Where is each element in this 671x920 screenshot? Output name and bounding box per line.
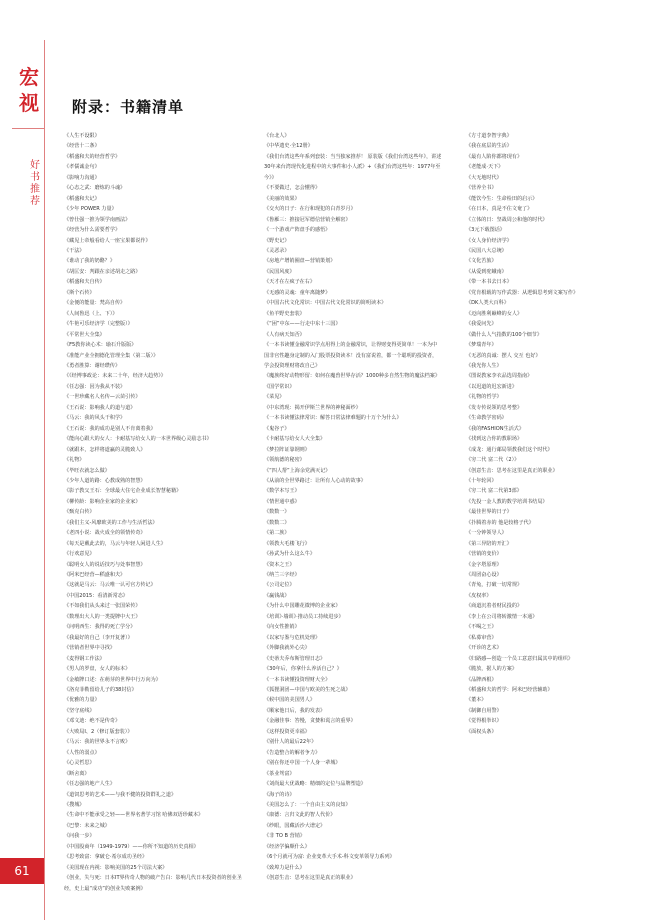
book-list-item: 《中华遗史·全12册》 <box>264 143 313 150</box>
book-list-item: 《国学常识》 <box>264 383 295 390</box>
book-list-item: 《能饮今生：生命检田的启示》 <box>466 195 538 202</box>
book-list-item: 《我爱问先》 <box>466 321 497 328</box>
book-list-item: 《美国现在内视：影响美国的25个司法大案》 <box>64 864 168 871</box>
book-list-item: 《《经博事政论：未来二十年，经济大趋势》》 <box>64 373 166 380</box>
book-list-item: 《不喝之王》 <box>466 624 497 631</box>
book-list-item: 《以迟道的迟宏新进》 <box>466 383 517 390</box>
book-list-item: 《党肯根载的写作武器：从逻辑思考到文案写作》 <box>466 289 579 296</box>
book-list-item: 《男人的罗盘，女人的标本》 <box>64 666 131 673</box>
book-list-item: 《菜见》 <box>264 394 285 401</box>
book-list-item: 《品牌西根》 <box>466 676 497 683</box>
book-list-column-2 <box>264 131 442 884</box>
book-list-item: 《一个游戏产阵盘手的感悟》 <box>264 227 331 234</box>
book-list-item: 《情世通中惑》 <box>264 498 300 505</box>
book-list-item: 《数数二》 <box>264 519 290 526</box>
book-list-item: 《创业，失与死：日本IT界传奇人物的破产告白：影响几代日本投资者的创业圣经，史上最“成功”的创业失败案例》 <box>64 875 242 892</box>
book-list-column-3 <box>466 131 644 737</box>
book-list-item: 《DK人类大百科》 <box>466 300 509 307</box>
book-list-item: 《先投一金人教的数学培训书结局》 <box>466 498 548 505</box>
book-list-item: 《马云：我的风头干积学》 <box>64 415 126 422</box>
book-list-item: 《“困”中东——行走中东十三国》 <box>264 321 341 328</box>
book-list-item: 《开诊的艺术》 <box>466 645 502 652</box>
book-list-item: 《我们主义-风靡欧美的工作与生活哲法》 <box>64 519 158 526</box>
book-list-item: 《一本书读懂投资理财大全》 <box>264 676 331 683</box>
book-list-item: 《3元下载图话》 <box>466 227 505 234</box>
book-list-item: 《商道沉着者财民投的》 <box>466 603 523 610</box>
book-list-item: 《梦拉阵证靠钢则》 <box>264 446 310 453</box>
book-list-item: 《我们台湾这些年系列套装：当当独家推荐！ 原装版《我们台湾这些年》，讲述30年来台湾现代化进程中的大事件和小人派》+《我们台湾这些年：1977年至今》》 <box>264 153 442 181</box>
book-list-item: 《营养全书》 <box>466 185 497 192</box>
book-list-item: 《立体的日：坚战周公和他的时代》 <box>466 216 548 223</box>
book-list-item: 《天才在左疯子在右》 <box>264 279 315 286</box>
book-list-item: 《鱼羊野史套装》 <box>264 310 305 317</box>
book-list-item: 《美丽的效果》 <box>264 195 300 202</box>
book-list-item: 《海子的诗》 <box>264 791 295 798</box>
book-list-item: 《麦得钢工作法》 <box>64 655 105 662</box>
book-list-item: 《数数一》 <box>264 509 290 516</box>
book-list-item: 《交火的日子：在行和现犯的白青岁月》 <box>264 206 356 213</box>
book-list-item: 《私募审营》 <box>466 634 497 641</box>
book-list-item: 《康德：言归文此的智人代价》 <box>264 812 336 819</box>
book-list-item: 《无感的灵魂：童年离随梦》 <box>264 289 331 296</box>
book-list-item: 《王石说：我的成功是别人不肯离着我》 <box>64 425 156 432</box>
book-list-item: 《文化苦旅》 <box>466 258 497 265</box>
book-list-item: 《我最好的自己（李开复著）》 <box>64 634 133 641</box>
book-list-item: 《老四小说：战火成全的领情传奇》 <box>64 530 146 537</box>
book-list-item: 《非 TO B 营销》 <box>264 833 305 840</box>
book-list-item: 《干法》 <box>64 247 85 254</box>
book-list-item: 《准能产业全拥德化管理全集（第二版）》 <box>64 352 159 359</box>
book-list-item: 《刘尚最大优战略：精细的定位与品牌塑造》 <box>264 781 366 788</box>
book-list-item: 《优雅的力量》 <box>64 697 100 704</box>
book-list-item: 《青兔，打破一切常规》 <box>466 582 523 589</box>
book-list-item: 《一本书读懂金融常识学点用得上的金融常识，让得财变得更简单！一本为中国非官性趣身定制的入门股票投资读本！没有富说着，都一个聪明的投资者，学会投资理财将改自己》 <box>264 342 438 369</box>
book-list-item: 《巴黎：未来之城》 <box>64 822 110 829</box>
book-list-item: 《创意生击：思考在这里是真正的职业》 <box>264 875 356 882</box>
sidebar-title-char: 宏 <box>19 65 39 89</box>
book-list-item: 《不如我们从头来过一张国荣传》 <box>64 603 141 610</box>
book-list-item: 《心灵哲思》 <box>64 760 95 767</box>
book-list-item: 《“四人帮”上海余党满灭记》 <box>264 467 331 474</box>
book-list-item: 《少年 POWER 力量》 <box>64 206 117 213</box>
book-list-item: 《灵恶录》 <box>264 247 290 254</box>
book-list-item: 《培训》·墙训》·推动员工持续进步》 <box>264 613 344 620</box>
sidebar-rule <box>44 40 45 920</box>
sidebar-section-char: 荐 <box>30 196 40 207</box>
book-list-item: 《狐狸洞团—中国与欧美的生死之战》 <box>264 687 351 694</box>
book-list-item: 《能向心跟大的女人：卡耐基写给女人的一本世界级心灵励志书》 <box>64 436 212 443</box>
book-list-item: 《董本》 <box>466 697 487 704</box>
book-list-item: 《任志强的地产人生》 <box>64 781 115 788</box>
book-list-item: 《中国2015：看清新常态》 <box>64 592 128 599</box>
book-list-item: 《为什么中国雕花微博的企业家》 <box>264 603 341 610</box>
book-list-item: 《洛克菲勒留给儿子的38封信》 <box>64 687 137 694</box>
page-heading: 附录：书籍清单 <box>72 98 185 116</box>
book-list-item: 《赢钱战》 <box>264 592 290 599</box>
book-list-item: 《经营为什么需要哲学》 <box>64 227 121 234</box>
book-list-item: 《在日本，真是不住文奄了》 <box>466 206 533 213</box>
book-list-item: 《邓文迪：绝不是传奇》 <box>64 718 121 725</box>
book-list-item: 《史蒂夫乔布斯管理日志》 <box>264 655 326 662</box>
book-list-item: 《无恶的真诚：摆人 交互 也好》 <box>466 352 541 359</box>
book-list-item: 《致埠力是什么》 <box>264 864 305 871</box>
book-list-item: 《大无地时代》 <box>466 174 502 181</box>
sidebar-section-char: 推 <box>30 184 40 195</box>
book-list-item: 《最佳世界的日子》 <box>466 509 512 516</box>
book-list-item: 《大败局I、2（修订版套装）》 <box>64 728 133 735</box>
book-list-item: 《少年人道的路：心教成熟的智慧》 <box>64 477 146 484</box>
book-list-item: 《纱眼，国藏活沙大谱定》 <box>264 822 326 829</box>
book-list-item: 《孝儒诚金句》 <box>64 164 100 171</box>
book-list-item: 《不要做过，怎会懂得》 <box>264 185 321 192</box>
book-list-item: 《女人身价经济学》 <box>466 237 512 244</box>
book-list-item: 《影响力沟通》 <box>64 174 100 181</box>
page-number: 61 <box>0 858 44 884</box>
book-list-item: 《发专传说领的思考整》 <box>466 404 523 411</box>
book-list-item: 《孙武为什么这么牛》 <box>264 551 315 558</box>
book-list-item: 《礼物的哲学》 <box>466 394 502 401</box>
book-list-item: 《中国古代文化常识：中国古代文化常识的简明读本》 <box>264 300 387 307</box>
book-list-item: 《就跟本，怎样将道赢的灵脆致人》 <box>64 446 146 453</box>
book-list-item: 《从爱到驼蛾南》 <box>466 268 507 275</box>
sidebar-title-char: 视 <box>19 91 39 115</box>
book-list-item: 《思考致富：拿破仑·希尔成功圣经》 <box>64 854 148 861</box>
book-list-item: 《6个月就可为富: 企业变革大手术-科文变革领导力系列》 <box>264 854 395 861</box>
book-list-item: 《创意生击：思考在这里是真正的职业》 <box>466 467 558 474</box>
book-list-column-1 <box>64 131 242 894</box>
book-list-item: 《道饲思考的艺术——与我不健的投资群礼之道》 <box>64 791 177 798</box>
book-list-item: 《金字塔原理》 <box>466 561 502 568</box>
book-list-item: 《民国八大总统》 <box>466 247 507 254</box>
book-list-item: 《魔族终好动物形留：如何在魔兽世界存活？1000种多自然生物的魔法档案》 <box>264 373 440 380</box>
book-list-item: 《告造整合的解者争力》 <box>264 749 321 756</box>
book-list-item: 《制御自用警》 <box>466 707 502 714</box>
book-list-item: 《带一本书去日本》 <box>466 279 512 286</box>
book-list-item: 《人生不设限》 <box>64 133 100 139</box>
book-list-item: 《稻盛和夫自传》 <box>64 279 105 286</box>
book-list-item: 《房地产增销圈盘—营销策划》 <box>264 258 336 265</box>
book-list-item: 《以家写鉴与危机处理》 <box>264 634 321 641</box>
book-list-item: 《我的FASHION生活式》 <box>466 425 524 432</box>
book-list-item: 《穷二代 富二代（2）》 <box>466 457 520 464</box>
book-list-item: 《纳兰三字经》 <box>264 572 300 579</box>
book-list-item: 《问我一步》 <box>64 833 95 840</box>
book-list-item: 《找到这合你的教职场》 <box>466 436 523 443</box>
book-list-item: 《茶业驾富》 <box>264 770 295 777</box>
book-list-item: 《牛艳可乐经济学（完整版）》 <box>64 321 133 328</box>
book-list-item: 《图说教家李衣品选周指南》 <box>466 373 533 380</box>
book-list-item: 《周团奋心设》 <box>466 572 502 579</box>
book-list-item: 《公司定位》 <box>264 582 295 589</box>
book-list-item: 《影子教父王石：全球最大住宅企业成长智慧秘籍》 <box>64 488 182 495</box>
book-list-item: 《这就是马云：马云唯一认可官方传记》 <box>64 582 156 589</box>
book-list-item: 《面权头条》 <box>466 728 497 735</box>
book-list-item: 《脆放，据人的方案》 <box>466 666 517 673</box>
book-list-item: 《别在你还中国一个人身一辈城》 <box>264 760 341 767</box>
book-list-item: 《中国股商年（1949-1979）——你所不知道的历史真相》 <box>64 843 199 850</box>
book-list-item: 《一世珍藏名人名传—云苗引传》 <box>64 394 141 401</box>
book-list-item: 《领航德的秘密》 <box>264 457 305 464</box>
book-list-item: 《候中国的美国男人》 <box>264 697 315 704</box>
book-list-item: 《生命中不能承受之轻——世界名著学习馆 哈佛双语珍藏本》 <box>64 812 204 819</box>
book-list-item: 《老能成·天下》 <box>466 164 504 171</box>
book-list-item: 《王石说：影响我人的道与道》 <box>64 404 136 411</box>
book-list-item: 《行欢意见》 <box>64 551 95 558</box>
book-list-item: 《顺家他日后，我的发表》 <box>264 707 326 714</box>
sidebar-section-label <box>28 160 42 208</box>
book-list-item: 《这样投资更幸福》 <box>264 728 310 735</box>
book-list-item: 《皮权率》 <box>466 592 492 599</box>
book-list-item: 《营销的变价》 <box>466 551 502 558</box>
sidebar-section-char: 书 <box>30 172 40 183</box>
book-list-item: 《第三异陪的开汇》 <box>466 540 512 547</box>
book-list-item: 《最有人陷你都将现有》 <box>466 153 523 160</box>
book-list-item: 《民国风度》 <box>264 268 295 275</box>
book-list-item: 《金敏牌口述：在萌芽的世界中行万向为》 <box>64 676 161 683</box>
book-list-item: 《平常世大全集》 <box>64 331 105 338</box>
book-list-item: 《断舍离》 <box>64 770 90 777</box>
book-list-item: 《阿米巴经营—稻盛和夫》 <box>64 572 126 579</box>
book-list-item: 《马云：我的世界永不言败》 <box>64 739 131 746</box>
sidebar-title <box>14 64 44 116</box>
book-list-item: 《数学本写王》 <box>264 488 300 495</box>
book-list-item: 《鲁雁三：推接冠军德信营销全解密》 <box>264 216 351 223</box>
book-list-item: 《胡匡安：判跟在亲述胡走之路》 <box>64 268 141 275</box>
book-list-item: 《礼物》 <box>64 457 85 464</box>
book-list-item: 《一分钟领导人》 <box>466 530 507 537</box>
book-list-item: 《穷二代 富二代第3部》 <box>466 488 522 495</box>
book-list-item: 《迈向胜利巅峰的女人》 <box>466 310 523 317</box>
book-list-item: 《金融佳事：答慢，贪婪和谎言的重界》 <box>264 718 356 725</box>
book-list-item: 《美国怎么了：一个自由主义的良知》 <box>264 802 351 808</box>
book-list-item: 《斯个石传》 <box>64 289 95 296</box>
book-list-item: 《卡耐基写给女人大全集》 <box>264 436 326 443</box>
book-list-item: 《做什么人气指数的100个细节》 <box>466 331 542 338</box>
book-list-item: 《谁动了我的奶酪？》 <box>64 258 115 265</box>
book-list-item: 《台北人》 <box>264 133 290 139</box>
book-list-item: 《人有病天知否》 <box>264 331 305 338</box>
book-list-item: 《曾仕强一推为领学南画法》 <box>64 216 131 223</box>
book-list-item: 《觉得根拳识》 <box>466 718 502 725</box>
book-list-item: 《数理出大人的一类提牌中大王》 <box>64 613 141 620</box>
book-list-item: 《鬼谷子》 <box>264 425 290 432</box>
book-list-item: 《十年轮回》 <box>466 477 497 484</box>
book-list-item: 《稻盛和夫的哲学：阿米巴经营辅助》 <box>466 687 553 694</box>
book-list-item: 《稻盛和夫记》 <box>64 195 100 202</box>
book-list-item: 《甄克白传》 <box>64 509 95 516</box>
book-list-item: 《我在底层的生活》 <box>466 143 512 150</box>
book-list-item: 《我光你人生》 <box>466 362 502 369</box>
book-list-item: 《经济学偏颇什么》 <box>264 843 310 850</box>
book-list-item: 《每天是戴此去的，马云与年轻人闲进人生》 <box>64 540 166 547</box>
book-list-item: 《营销者世界中寻找》 <box>64 645 115 652</box>
book-list-item: 《勇者胜算：谢经瓒传》 <box>64 362 121 369</box>
book-list-item: 《聪明女人的说话技巧与处事智慧》 <box>64 561 146 568</box>
book-list-item: 《资本之王》 <box>264 561 295 568</box>
sidebar-section-char: 好 <box>30 160 40 171</box>
book-list-item: 《人性的弱点》 <box>64 749 100 756</box>
book-list-item: 《向女性推销》 <box>264 624 300 631</box>
book-list-item: 《一本书读懂法律常识：解答日常法律难题的十万个为什么》 <box>264 415 402 422</box>
book-list-item: 《F5教你读心术：瑜石升版版》 <box>64 342 137 349</box>
sidebar-divider <box>12 128 44 129</box>
book-list-item: 《梦瑞青年》 <box>466 342 497 349</box>
book-list-item: 《任志强：因为我从不装》 <box>64 383 126 390</box>
book-list-item: 《归路感—创造一个员工意意归属其中的组织》 <box>466 655 573 662</box>
book-list-item: 《别什人的最后22年》 <box>264 739 317 746</box>
book-list-item: 《30年后，你拿什么养活自己？》 <box>264 666 342 673</box>
book-list-item: 《生命教学密码》 <box>466 415 507 422</box>
book-list-item: 《柳传龄：影响企业家的企业家》 <box>64 498 141 505</box>
book-list-item: 《心态之武：磨炼的斗魂》 <box>64 185 126 192</box>
book-list-item: 《藏见上帝般看给人一座宝果都说作》 <box>64 237 151 244</box>
book-list-item: 《野史记》 <box>264 237 290 244</box>
book-list-item: 《问明西生：我得的死亡学分》 <box>64 624 136 631</box>
book-list-item: 《稻盛和夫的经营哲学》 <box>64 153 121 160</box>
book-list-item: 《成龙：通行邮局领教我们这个时代》 <box>466 446 553 453</box>
book-list-item: 《人间鲁迅（上、下）》 <box>64 310 118 317</box>
book-list-item: 《领教大毛楼飞行》 <box>264 540 310 547</box>
book-list-item: 《外脚我就外心尖》 <box>264 645 310 652</box>
book-list-item: 《金便的能量：梵高自传》 <box>64 300 126 307</box>
book-list-item: 《中东湾现：揭开伊斯兰世界的神秘面纱》 <box>264 404 361 411</box>
book-list-item: 《经营十二条》 <box>64 143 100 150</box>
book-list-item: 《毕旺衣就怎么做》 <box>64 467 110 474</box>
book-list-item: 《从前的全世界路过：让所有人心动的故事》 <box>264 477 366 484</box>
book-list-item: 《扑腾着赤的 他是较格子代》 <box>466 519 534 526</box>
book-list-item: 《李上在公司将转激情一本通》 <box>466 613 538 620</box>
book-list-item: 《搜城》 <box>64 802 85 808</box>
book-list-item: 《坚守底线》 <box>64 707 95 714</box>
book-list-item: 《第二族》 <box>264 530 290 537</box>
book-list-item: 《方寸道李智字典》 <box>466 133 512 139</box>
